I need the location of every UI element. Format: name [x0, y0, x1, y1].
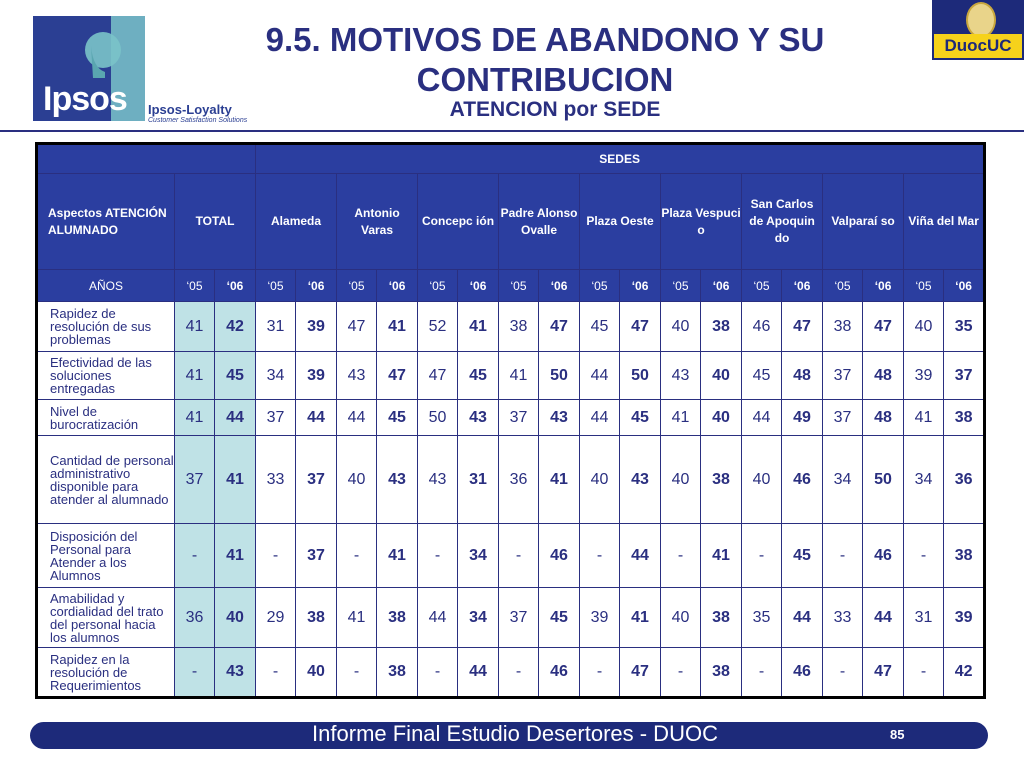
value-cell: 34 [823, 436, 863, 524]
value-cell: 44 [296, 400, 337, 436]
value-cell: 40 [742, 436, 782, 524]
value-cell: 43 [418, 436, 458, 524]
value-cell: 41 [458, 302, 499, 352]
value-cell: 40 [580, 436, 620, 524]
total-cell: 42 [215, 302, 256, 352]
year-cell: ‘05 [904, 270, 944, 302]
value-cell: 39 [580, 588, 620, 648]
value-cell: 47 [337, 302, 377, 352]
value-cell: - [256, 648, 296, 698]
ipsos-logo-word: Ipsos [43, 80, 127, 118]
value-cell: 45 [580, 302, 620, 352]
value-cell: 41 [661, 400, 701, 436]
sede-header: Viña del Mar [904, 174, 985, 270]
value-cell: - [418, 524, 458, 588]
value-cell: 38 [377, 648, 418, 698]
value-cell: 36 [499, 436, 539, 524]
aspect-header: Aspectos ATENCIÓN ALUMNADO [37, 174, 175, 270]
sede-header: Valparaí so [823, 174, 904, 270]
value-cell: 52 [418, 302, 458, 352]
total-cell: - [175, 648, 215, 698]
value-cell: 46 [863, 524, 904, 588]
total-cell: 43 [215, 648, 256, 698]
year-cell: ‘06 [701, 270, 742, 302]
table-row [37, 648, 985, 698]
value-cell: 41 [499, 352, 539, 400]
value-cell: 46 [782, 436, 823, 524]
value-cell: 41 [337, 588, 377, 648]
sede-header: Padre Alonso Ovalle [499, 174, 580, 270]
value-cell: 40 [296, 648, 337, 698]
year-cell: ‘05 [499, 270, 539, 302]
value-cell: 43 [661, 352, 701, 400]
value-cell: 45 [539, 588, 580, 648]
corner-cell [37, 144, 256, 174]
table-row [37, 352, 985, 400]
value-cell: - [499, 648, 539, 698]
total-cell: 45 [215, 352, 256, 400]
year-cell: ‘05 [580, 270, 620, 302]
value-cell: 38 [701, 588, 742, 648]
value-cell: 45 [782, 524, 823, 588]
year-cell: ‘05 [742, 270, 782, 302]
total-cell: 44 [215, 400, 256, 436]
table-row [37, 524, 985, 588]
value-cell: 44 [580, 352, 620, 400]
row-label: Efectividad de las soluciones entregadas [37, 352, 175, 400]
value-cell: 38 [701, 648, 742, 698]
value-cell: 46 [539, 648, 580, 698]
value-cell: 41 [539, 436, 580, 524]
value-cell: 36 [944, 436, 985, 524]
value-cell: - [661, 524, 701, 588]
value-cell: 37 [499, 400, 539, 436]
row-label: Rapidez en la resolución de Requerimientos [37, 648, 175, 698]
value-cell: 37 [256, 400, 296, 436]
value-cell: 44 [337, 400, 377, 436]
value-cell: 45 [377, 400, 418, 436]
total-cell: 41 [215, 436, 256, 524]
value-cell: 40 [337, 436, 377, 524]
year-cell: ‘06 [782, 270, 823, 302]
duoc-logo [932, 0, 1024, 60]
value-cell: 37 [944, 352, 985, 400]
duoc-logo-word: DuocUC [934, 34, 1022, 58]
value-cell: 46 [782, 648, 823, 698]
value-cell: 50 [620, 352, 661, 400]
value-cell: - [418, 648, 458, 698]
value-cell: 33 [256, 436, 296, 524]
value-cell: 45 [620, 400, 661, 436]
value-cell: 40 [701, 400, 742, 436]
sede-header: Plaza Vespuci o [661, 174, 742, 270]
value-cell: - [742, 648, 782, 698]
value-cell: 38 [377, 588, 418, 648]
value-cell: 39 [296, 302, 337, 352]
sede-header: Plaza Oeste [580, 174, 661, 270]
value-cell: 44 [863, 588, 904, 648]
value-cell: 37 [296, 524, 337, 588]
value-cell: 40 [701, 352, 742, 400]
value-cell: 39 [944, 588, 985, 648]
value-cell: 44 [418, 588, 458, 648]
row-label: Rapidez de resolución de sus problemas [37, 302, 175, 352]
total-cell: - [175, 524, 215, 588]
row-label: Cantidad de personal administrativo disponible para atender al alumnado [37, 436, 175, 524]
value-cell: 47 [863, 302, 904, 352]
value-cell: 40 [661, 436, 701, 524]
header-divider [0, 130, 1024, 132]
value-cell: 47 [377, 352, 418, 400]
value-cell: 34 [256, 352, 296, 400]
value-cell: 47 [539, 302, 580, 352]
value-cell: - [823, 648, 863, 698]
value-cell: - [904, 524, 944, 588]
value-cell: - [499, 524, 539, 588]
sede-header: Concepc ión [418, 174, 499, 270]
year-cell: ‘06 [215, 270, 256, 302]
year-cell: ‘06 [458, 270, 499, 302]
footer-text: Informe Final Estudio Desertores - DUOC [312, 721, 718, 746]
value-cell: 44 [742, 400, 782, 436]
value-cell: 50 [418, 400, 458, 436]
year-cell: ‘05 [175, 270, 215, 302]
value-cell: 39 [904, 352, 944, 400]
value-cell: 41 [377, 524, 418, 588]
row-label: Amabilidad y cordialidad del trato del personal hacia los alumnos [37, 588, 175, 648]
value-cell: 38 [701, 302, 742, 352]
value-cell: - [904, 648, 944, 698]
sede-header: Antonio Varas [337, 174, 418, 270]
value-cell: 47 [418, 352, 458, 400]
ipsos-logo [33, 16, 145, 121]
table-row [37, 302, 985, 352]
sede-header: Alameda [256, 174, 337, 270]
value-cell: 41 [377, 302, 418, 352]
total-cell: 41 [215, 524, 256, 588]
page-title: 9.5. MOTIVOS DE ABANDONO Y SU CONTRIBUCION [265, 21, 825, 98]
value-cell: 38 [944, 524, 985, 588]
value-cell: 37 [823, 400, 863, 436]
value-cell: 50 [539, 352, 580, 400]
value-cell: 44 [782, 588, 823, 648]
year-cell: ‘06 [296, 270, 337, 302]
value-cell: 43 [377, 436, 418, 524]
value-cell: 40 [904, 302, 944, 352]
value-cell: 45 [742, 352, 782, 400]
value-cell: 45 [458, 352, 499, 400]
value-cell: 31 [458, 436, 499, 524]
value-cell: 44 [458, 648, 499, 698]
value-cell: 44 [580, 400, 620, 436]
value-cell: 47 [782, 302, 823, 352]
sede-header: San Carlos de Apoquin do [742, 174, 823, 270]
value-cell: 41 [620, 588, 661, 648]
total-cell: 41 [175, 400, 215, 436]
total-cell: 37 [175, 436, 215, 524]
row-label: Nivel de burocratización [37, 400, 175, 436]
value-cell: 38 [296, 588, 337, 648]
value-cell: 38 [823, 302, 863, 352]
value-cell: 47 [863, 648, 904, 698]
total-cell: 36 [175, 588, 215, 648]
value-cell: 33 [823, 588, 863, 648]
value-cell: 29 [256, 588, 296, 648]
value-cell: 41 [904, 400, 944, 436]
row-label: Disposición del Personal para Atender a los Alumnos [37, 524, 175, 588]
value-cell: 48 [863, 352, 904, 400]
sedes-header: SEDES [256, 144, 985, 174]
year-cell: ‘05 [418, 270, 458, 302]
attention-table [35, 142, 986, 699]
value-cell: 34 [458, 524, 499, 588]
value-cell: - [661, 648, 701, 698]
value-cell: 37 [296, 436, 337, 524]
value-cell: 38 [701, 436, 742, 524]
value-cell: 34 [458, 588, 499, 648]
value-cell: 48 [863, 400, 904, 436]
value-cell: 44 [620, 524, 661, 588]
value-cell: - [337, 524, 377, 588]
value-cell: 38 [499, 302, 539, 352]
value-cell: 38 [944, 400, 985, 436]
year-cell: ‘05 [337, 270, 377, 302]
year-cell: ‘06 [620, 270, 661, 302]
year-cell: ‘05 [823, 270, 863, 302]
page-number: 85 [890, 727, 905, 742]
value-cell: 49 [782, 400, 823, 436]
value-cell: 39 [296, 352, 337, 400]
value-cell: 35 [944, 302, 985, 352]
ipsos-loyalty-label: Ipsos-Loyalty [148, 102, 232, 117]
value-cell: 43 [620, 436, 661, 524]
year-cell: ‘06 [539, 270, 580, 302]
value-cell: 37 [499, 588, 539, 648]
table-row [37, 588, 985, 648]
year-cell: ‘06 [944, 270, 985, 302]
year-cell: ‘06 [377, 270, 418, 302]
value-cell: 42 [944, 648, 985, 698]
value-cell: 47 [620, 302, 661, 352]
value-cell: 43 [337, 352, 377, 400]
table-row [37, 400, 985, 436]
value-cell: 31 [256, 302, 296, 352]
value-cell: 31 [904, 588, 944, 648]
value-cell: 35 [742, 588, 782, 648]
table-row [37, 436, 985, 524]
ipsos-loyalty-tagline: Customer Satisfaction Solutions [148, 117, 248, 124]
value-cell: - [580, 524, 620, 588]
value-cell: - [742, 524, 782, 588]
value-cell: - [823, 524, 863, 588]
years-label: AÑOS [37, 270, 175, 302]
year-cell: ‘05 [256, 270, 296, 302]
value-cell: 34 [904, 436, 944, 524]
value-cell: 43 [539, 400, 580, 436]
value-cell: 50 [863, 436, 904, 524]
value-cell: 41 [701, 524, 742, 588]
value-cell: 46 [742, 302, 782, 352]
crest-icon [966, 2, 996, 38]
value-cell: - [580, 648, 620, 698]
total-cell: 41 [175, 352, 215, 400]
year-cell: ‘06 [863, 270, 904, 302]
value-cell: 47 [620, 648, 661, 698]
value-cell: - [256, 524, 296, 588]
page-subtitle: ATENCION por SEDE [449, 98, 661, 121]
value-cell: 40 [661, 588, 701, 648]
value-cell: 43 [458, 400, 499, 436]
value-cell: 46 [539, 524, 580, 588]
total-cell: 40 [215, 588, 256, 648]
value-cell: - [337, 648, 377, 698]
total-header: TOTAL [175, 174, 256, 270]
total-cell: 41 [175, 302, 215, 352]
value-cell: 48 [782, 352, 823, 400]
value-cell: 37 [823, 352, 863, 400]
value-cell: 40 [661, 302, 701, 352]
year-cell: ‘05 [661, 270, 701, 302]
